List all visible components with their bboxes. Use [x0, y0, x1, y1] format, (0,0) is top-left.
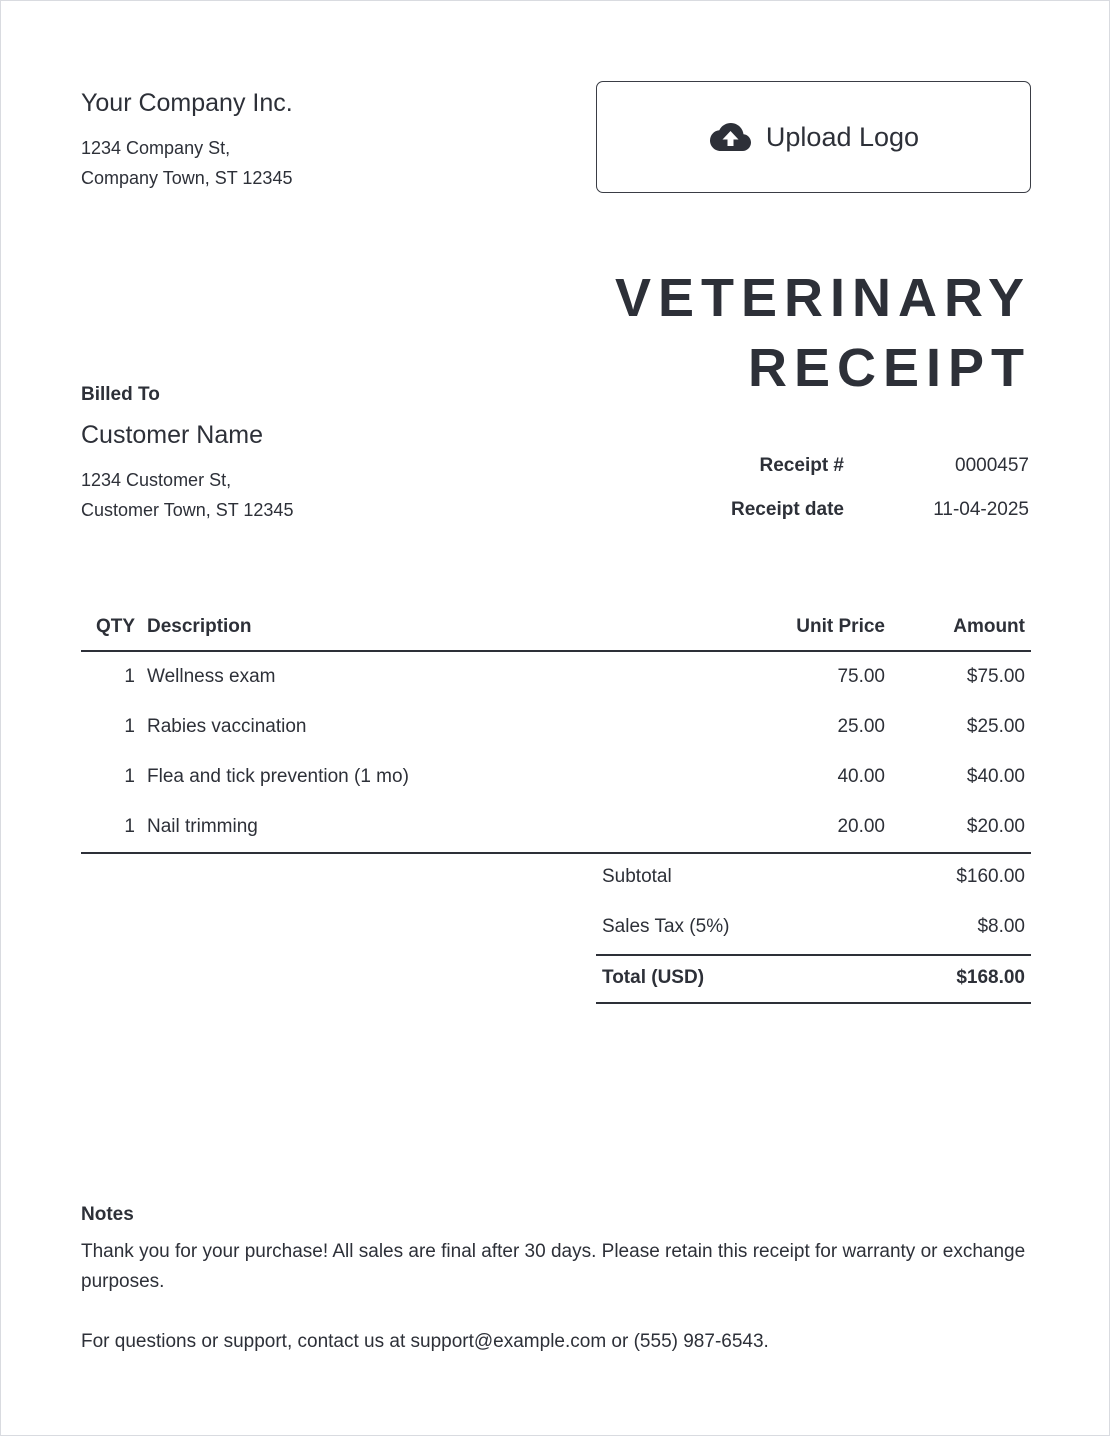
cloud-upload-icon	[708, 121, 752, 153]
upload-logo-button[interactable]	[596, 81, 1031, 193]
receipt-date-label: Receipt date	[731, 499, 844, 520]
table-row	[81, 752, 1031, 802]
row-unit-price: 40.00	[837, 766, 885, 787]
tax-label: Sales Tax (5%)	[602, 916, 730, 937]
subtotal-row	[596, 854, 1031, 904]
subtotal-label: Subtotal	[602, 866, 672, 887]
table-header-row	[81, 604, 1031, 651]
total-value: $168.00	[956, 967, 1025, 988]
row-description: Wellness exam	[147, 666, 276, 687]
receipt-number: 0000457	[955, 455, 1029, 476]
customer-address	[81, 465, 293, 525]
header-qty: QTY	[81, 604, 135, 651]
row-qty: 1	[124, 666, 135, 687]
header-description: Description	[135, 604, 725, 651]
total-label: Total (USD)	[602, 967, 705, 988]
row-description: Nail trimming	[135, 802, 725, 853]
company-address-line1: 1234 Company St,	[81, 138, 231, 158]
company-name: Your Company Inc.	[81, 89, 293, 117]
customer-address-line1: 1234 Customer St,	[81, 470, 232, 490]
table-row	[81, 802, 1031, 853]
customer-address-line2: Customer Town, ST 12345	[81, 500, 294, 520]
company-address-line2: Company Town, ST 12345	[81, 168, 293, 188]
notes-label: Notes	[81, 1204, 134, 1225]
row-unit-price: 25.00	[837, 716, 885, 737]
row-amount: $75.00	[966, 666, 1025, 687]
subtotal-value: $160.00	[956, 866, 1025, 887]
customer-name: Customer Name	[81, 421, 263, 449]
row-unit-price: 20.00	[725, 802, 885, 853]
row-qty: 1	[124, 766, 135, 787]
table-row	[81, 651, 1031, 702]
total-row	[596, 954, 1031, 1004]
tax-value: $8.00	[977, 916, 1025, 937]
notes-contact: For questions or support, contact us at support@example.com or (555) 987-6543.	[81, 1331, 769, 1352]
billed-to-label: Billed To	[81, 384, 160, 405]
row-description: Rabies vaccination	[147, 716, 307, 737]
tax-row	[596, 904, 1031, 954]
receipt-date: 11-04-2025	[933, 499, 1029, 520]
row-qty: 1	[81, 802, 135, 853]
title-line1: VETERINARY	[614, 268, 1031, 328]
row-qty: 1	[124, 716, 135, 737]
row-unit-price: 75.00	[837, 666, 885, 687]
line-items-table	[81, 604, 1031, 854]
totals-block	[596, 854, 1031, 1004]
document-title	[615, 263, 1031, 403]
row-amount: $25.00	[966, 716, 1025, 737]
row-amount: $20.00	[885, 802, 1031, 853]
row-amount: $40.00	[966, 766, 1025, 787]
row-description: Flea and tick prevention (1 mo)	[147, 766, 409, 787]
header-unit-price: Unit Price	[725, 604, 885, 651]
notes-text: Thank you for your purchase! All sales are final after 30 days. Please retain this receipt for warranty or exchange purposes.	[81, 1241, 1026, 1292]
upload-logo-label: Upload Logo	[765, 121, 920, 152]
company-address	[81, 133, 292, 193]
header-amount: Amount	[885, 604, 1031, 651]
title-line2: RECEIPT	[747, 338, 1031, 398]
table-row	[81, 702, 1031, 752]
receipt-number-label: Receipt #	[759, 455, 844, 476]
